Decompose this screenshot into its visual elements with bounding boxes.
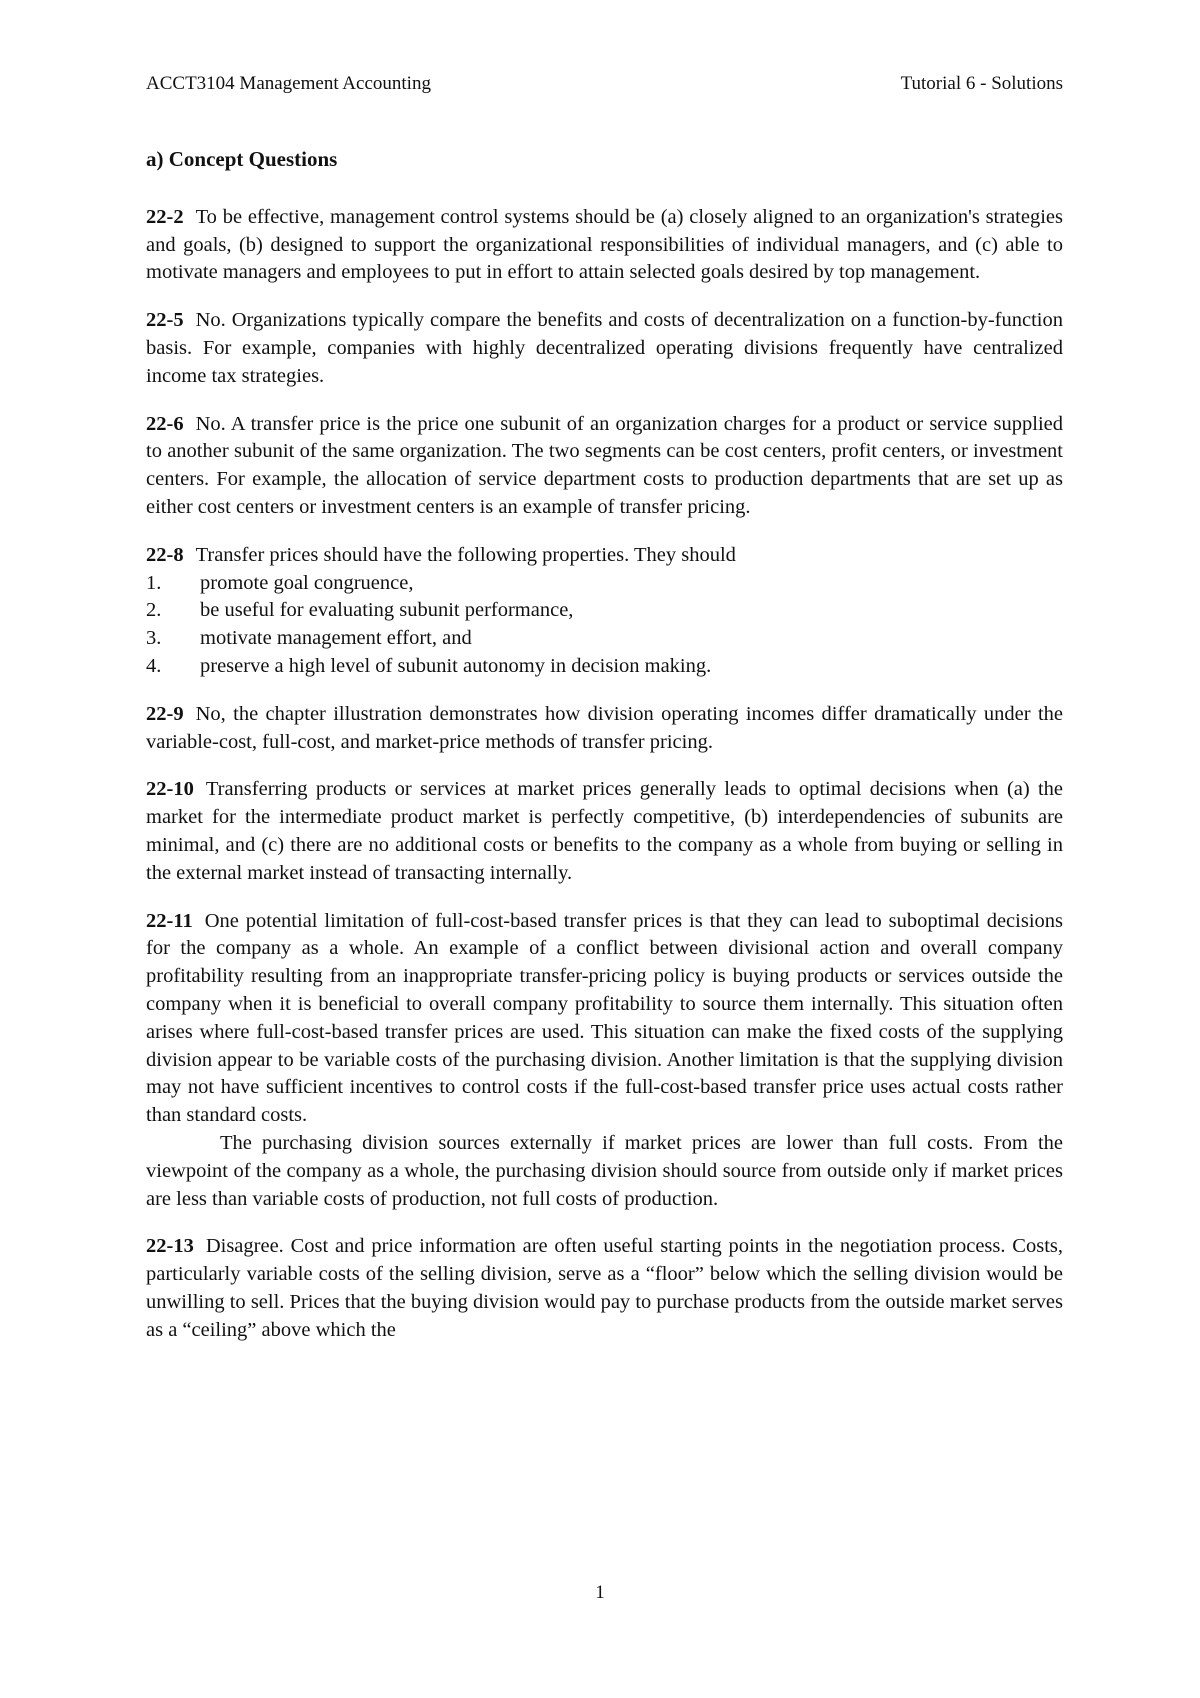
answer-22-8 (146, 542, 1063, 570)
answer-text: To be effective, management control systems should be (a) closely aligned to an organization's strategies and goals, (b) designed to support the organizational responsibilities of individual managers, and (c) able to motivate managers and employees to put in effort to attain selected goals desired by top management. (146, 205, 1063, 284)
list-item (146, 653, 1063, 681)
answer-22-2 (146, 204, 1063, 287)
header-tutorial-title: Tutorial 6 - Solutions (900, 73, 1063, 94)
list-number: 2. (146, 599, 162, 622)
answer-22-9 (146, 701, 1063, 757)
list-text: preserve a high level of subunit autonomy in decision making. (200, 654, 712, 677)
question-number: 22-9 (146, 702, 184, 725)
question-number: 22-10 (146, 778, 194, 801)
answer-22-10 (146, 776, 1063, 887)
answer-22-13 (146, 1233, 1063, 1344)
question-number: 22-8 (146, 543, 184, 566)
answer-22-6 (146, 411, 1063, 522)
list-item (146, 597, 1063, 625)
header-course-title: ACCT3104 Management Accounting (146, 73, 431, 94)
list-item (146, 570, 1063, 598)
list-number: 4. (146, 654, 162, 677)
page-number: 1 (595, 1582, 605, 1603)
page-content (146, 146, 1063, 1364)
section-title: a) Concept Questions (146, 147, 338, 171)
question-number: 22-13 (146, 1235, 194, 1258)
list-text: be useful for evaluating subunit performance, (200, 599, 574, 622)
answer-text: Disagree. Cost and price information are often useful starting points in the negotiation process. Costs, particularly variable costs of the selling division, serve as a “floor” below which the selling division would be unwilling to sell. Prices that the buying division would pay to purchase products from the outside market serves as a “ceiling” above which the (146, 1235, 1063, 1341)
answer-text: Transfer prices should have the following properties. They should (195, 543, 736, 566)
list-number: 3. (146, 627, 162, 650)
question-number: 22-5 (146, 309, 184, 332)
question-number: 22-6 (146, 412, 184, 435)
list-number: 1. (146, 571, 162, 594)
answer-text: No. A transfer price is the price one subunit of an organization charges for a product or service supplied to another subunit of the same organization. The two segments can be cost centers, profit centers, or investment centers. For example, the allocation of service department costs to production departments that are set up as either cost centers or investment centers is an example of transfer pricing. (146, 412, 1063, 518)
properties-list (146, 570, 1063, 681)
list-item (146, 625, 1063, 653)
answer-text: No, the chapter illustration demonstrates how division operating incomes differ dramatically under the variable-cost, full-cost, and market-price methods of transfer pricing. (146, 702, 1063, 753)
answer-text: Transferring products or services at market prices generally leads to optimal decisions when (a) the market for the intermediate product market is perfectly competitive, (b) interdependencies of subunits are minimal, and (c) there are no additional costs or benefits to the company as a whole from buying or selling in the external market instead of transacting internally. (146, 778, 1063, 884)
list-text: motivate management effort, and (200, 627, 472, 650)
answer-22-5 (146, 307, 1063, 390)
answer-text: No. Organizations typically compare the benefits and costs of decentralization on a function-by-function basis. For example, companies with highly decentralized operating divisions frequently have centralized income tax strategies. (146, 309, 1063, 387)
answer-22-11 (146, 908, 1063, 1130)
answer-22-11-continued: The purchasing division sources externally if market prices are lower than full costs. From the viewpoint of the company as a whole, the purchasing division should source from outside only if market prices are less than variable costs of production, not full costs of production. (146, 1131, 1063, 1210)
list-text: promote goal congruence, (200, 571, 414, 594)
question-number: 22-11 (146, 909, 193, 932)
answer-text: One potential limitation of full-cost-based transfer prices is that they can lead to suboptimal decisions for the company as a whole. An example of a conflict between divisional action and overall company profitability resulting from an inappropriate transfer-pricing policy is buying products or services outside the company when it is beneficial to overall company profitability to source them internally. This situation often arises where full-cost-based transfer prices are used. This situation can make the fixed costs of the supplying division appear to be variable costs of the purchasing division. Another limitation is that the supplying division may not have sufficient incentives to control costs if the full-cost-based transfer price uses actual costs rather than standard costs. (146, 909, 1063, 1127)
page-header (146, 72, 1063, 96)
question-number: 22-2 (146, 205, 184, 228)
